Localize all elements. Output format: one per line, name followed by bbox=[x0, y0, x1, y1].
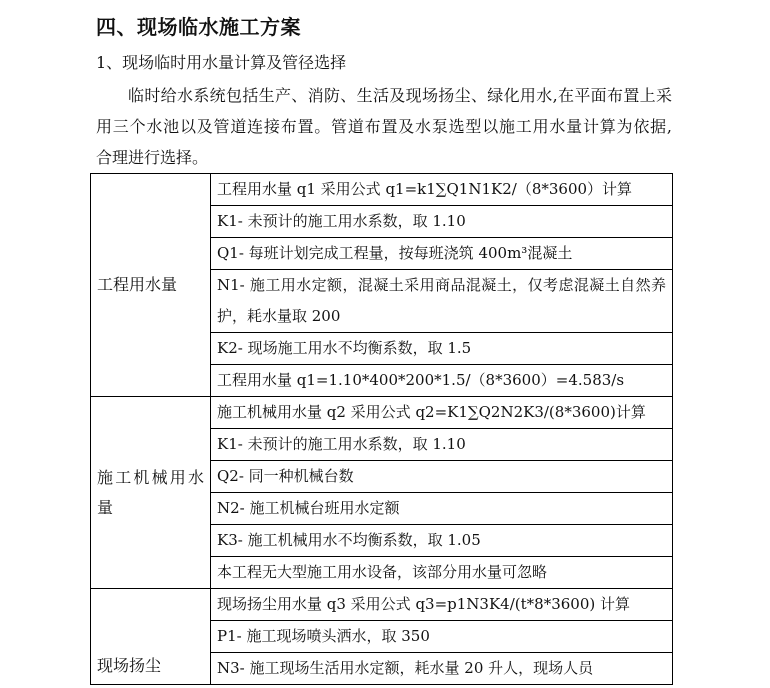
table-cell: 本工程无大型施工用水设备，该部分用水量可忽略 bbox=[211, 557, 673, 589]
paragraph-line: 合理进行选择。 bbox=[96, 148, 209, 167]
table-cell: K1- 未预计的施工用水系数，取 1.10 bbox=[211, 429, 673, 461]
table-cell: 工程用水量 q1=1.10*400*200*1.5/（8*3600）=4.583/s bbox=[211, 365, 673, 397]
table-row bbox=[91, 589, 673, 621]
table-cell: 施工机械用水量 q2 采用公式 q2=K1∑Q2N2K3/(8*3600)计算 bbox=[211, 397, 673, 429]
table-cell: K3- 施工机械用水不均衡系数，取 1.05 bbox=[211, 525, 673, 557]
intro-paragraph bbox=[96, 80, 672, 173]
subsection-title: 1、现场临时用水量计算及管径选择 bbox=[96, 53, 347, 72]
table-cell: K1- 未预计的施工用水系数，取 1.10 bbox=[211, 206, 673, 238]
paragraph-line: 用三个水池以及管道连接布置。管道布置及水泵选型以施工用水量计算为依据, bbox=[96, 117, 672, 136]
category-cell-dust-water: 现场扬尘 bbox=[91, 589, 211, 685]
table-cell: N1- 施工用水定额，混凝土采用商品混凝土，仅考虑混凝土自然养护，耗水量取 200 bbox=[211, 270, 673, 333]
table-row bbox=[91, 174, 673, 206]
table-cell: N3- 施工现场生活用水定额，耗水量 20 升人，现场人员 bbox=[211, 653, 673, 685]
category-cell-engineering-water: 工程用水量 bbox=[91, 174, 211, 397]
table-cell: 工程用水量 q1 采用公式 q1=k1∑Q1N1K2/（8*3600）计算 bbox=[211, 174, 673, 206]
table-cell: Q1- 每班计划完成工程量，按每班浇筑 400m³混凝土 bbox=[211, 238, 673, 270]
water-usage-table bbox=[90, 173, 673, 685]
section-title: 四、现场临水施工方案 bbox=[96, 15, 301, 39]
table-cell: 现场扬尘用水量 q3 采用公式 q3=p1N3K4/(t*8*3600) 计算 bbox=[211, 589, 673, 621]
table-cell: N2- 施工机械台班用水定额 bbox=[211, 493, 673, 525]
paragraph-line: 临时给水系统包括生产、消防、生活及现场扬尘、绿化用水,在平面布置上采 bbox=[128, 86, 672, 105]
table-cell: P1- 施工现场喷头洒水，取 350 bbox=[211, 621, 673, 653]
table-cell: Q2- 同一种机械台数 bbox=[211, 461, 673, 493]
table-row bbox=[91, 397, 673, 429]
category-cell-machinery-water: 施工机械用水量 bbox=[91, 397, 211, 589]
table-cell: K2- 现场施工用水不均衡系数，取 1.5 bbox=[211, 333, 673, 365]
